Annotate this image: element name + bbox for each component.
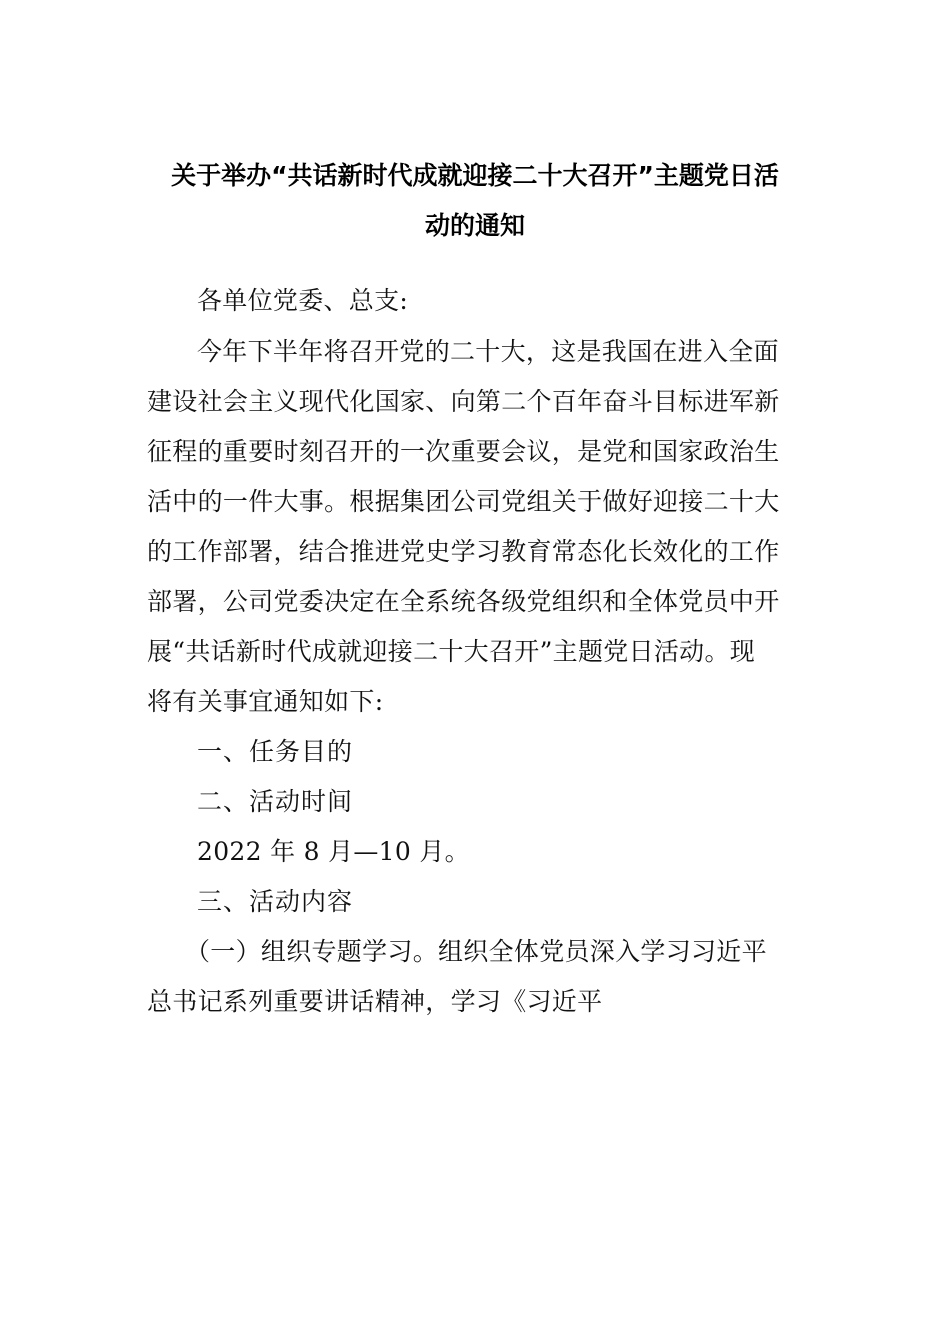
document-title-line-2: 动的通知 (424, 211, 525, 240)
paragraph-line: 部署，公司党委决定在全系统各级党组织和全体党员中开 (147, 587, 780, 616)
section-heading-activity-time: 二、活动时间 (197, 787, 354, 816)
section-heading-activity-content: 三、活动内容 (197, 887, 354, 916)
document-title-line-1: 关于举办“共话新时代成就迎接二十大召开”主题党日活 (171, 161, 779, 190)
paragraph-line: 展“共话新时代成就迎接二十大召开”主题党日活动。现 (147, 637, 756, 666)
section-heading-task-purpose: 一、任务目的 (197, 737, 354, 766)
activity-date-text: 2022 年 8 月—10 月。 (197, 837, 470, 866)
content-item-line: （一）组织专题学习。组织全体党员深入学习习近平 (185, 937, 767, 966)
paragraph-line: 的工作部署，结合推进党史学习教育常态化长效化的工作 (147, 537, 780, 566)
paragraph-line: 活中的一件大事。根据集团公司党组关于做好迎接二十大 (147, 487, 780, 516)
paragraph-line: 将有关事宜通知如下: (147, 687, 384, 716)
salutation: 各单位党委、总支: (197, 286, 409, 315)
paragraph-line: 今年下半年将召开党的二十大，这是我国在进入全面 (197, 337, 779, 366)
content-item-line: 总书记系列重要讲话精神，学习《习近平 (147, 987, 603, 1016)
paragraph-line: 征程的重要时刻召开的一次重要会议，是党和国家政治生 (147, 437, 780, 466)
paragraph-line: 建设社会主义现代化国家、向第二个百年奋斗目标进军新 (147, 387, 780, 416)
